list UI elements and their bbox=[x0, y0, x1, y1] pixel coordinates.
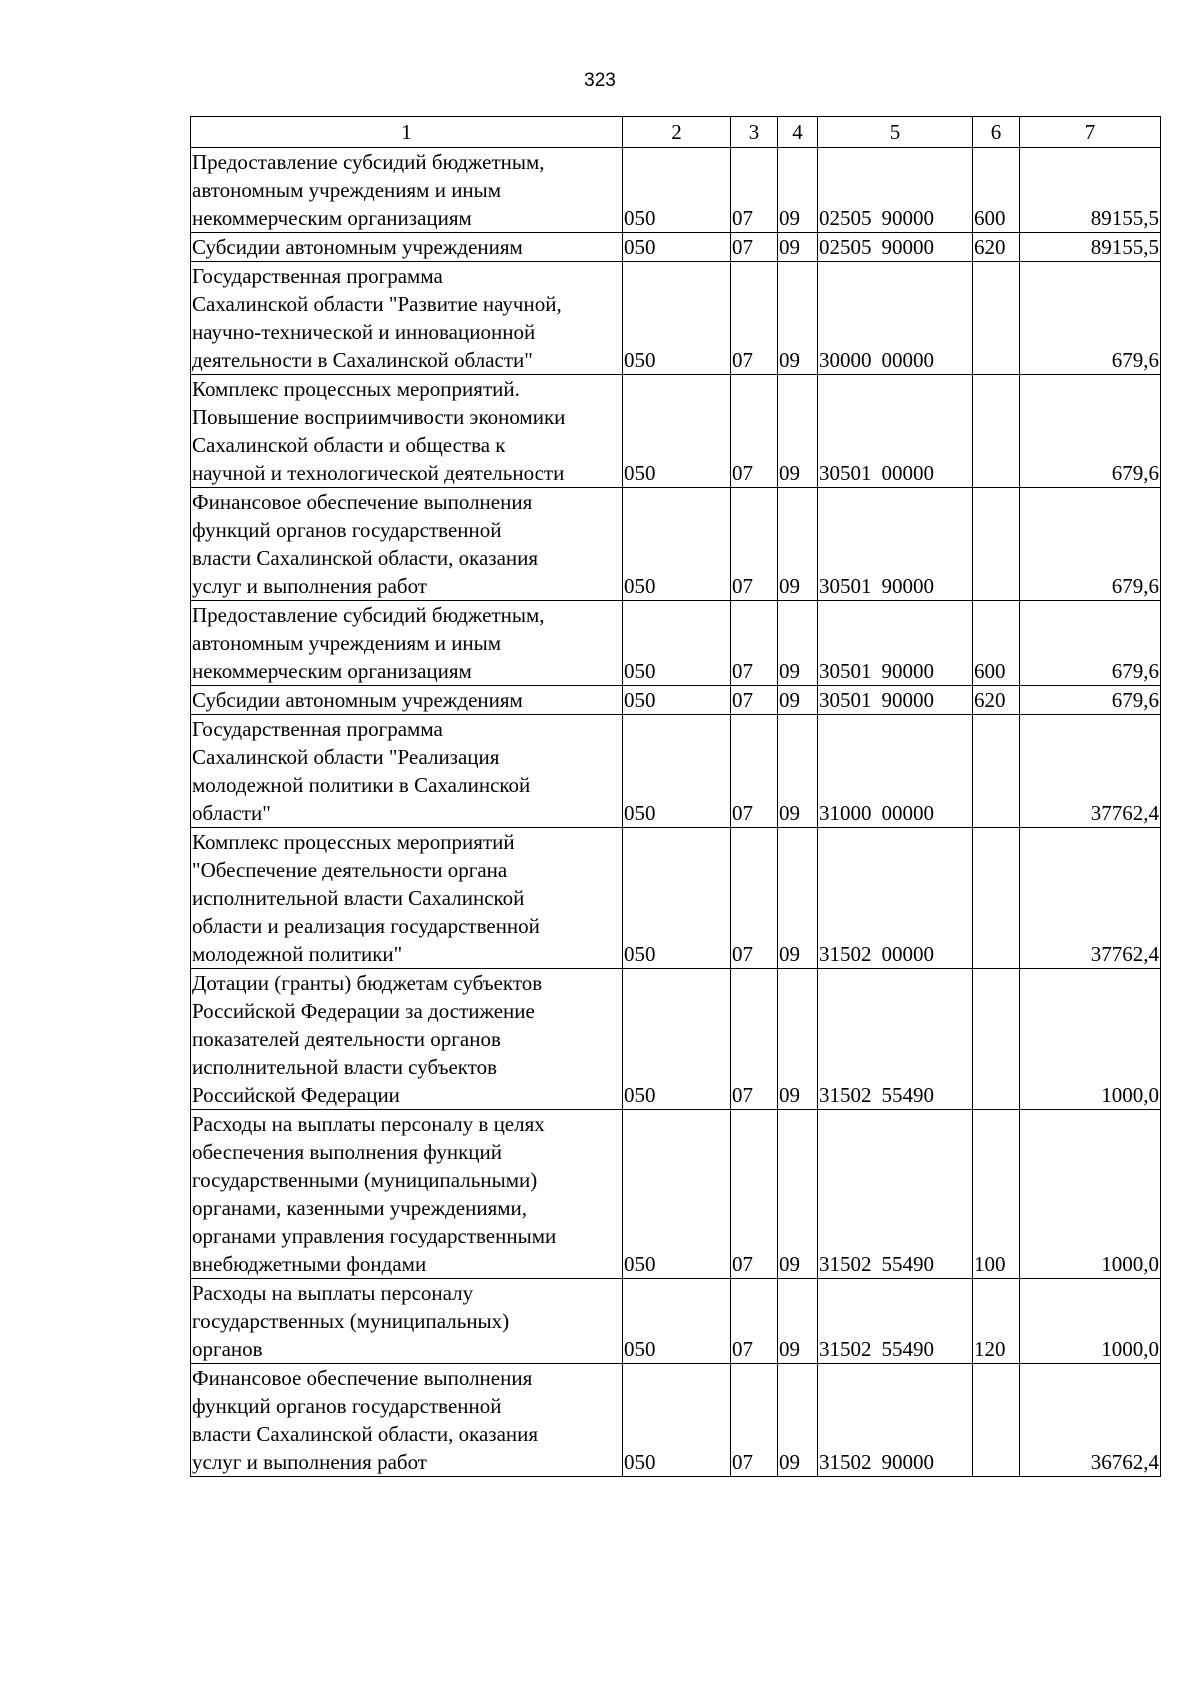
row-section-code: 07 bbox=[731, 148, 778, 233]
row-expense-type: 600 bbox=[973, 148, 1020, 233]
row-amount: 89155,5 bbox=[1020, 233, 1161, 262]
row-name: Государственная программа Сахалинской области "Реализация молодежной политики в Сахалинской области" bbox=[191, 715, 623, 828]
row-subsection-code: 09 bbox=[778, 148, 818, 233]
budget-table bbox=[190, 116, 1161, 1477]
target-article-direction: 00000 bbox=[881, 461, 934, 485]
row-admin-code: 050 bbox=[623, 262, 731, 375]
row-admin-code: 050 bbox=[623, 1279, 731, 1364]
row-section-code: 07 bbox=[731, 1110, 778, 1279]
row-expense-type bbox=[973, 488, 1020, 601]
row-subsection-code: 09 bbox=[778, 1364, 818, 1477]
target-article-direction: 55490 bbox=[881, 1252, 934, 1276]
row-amount: 679,6 bbox=[1020, 601, 1161, 686]
row-name: Субсидии автономным учреждениям bbox=[191, 233, 623, 262]
target-article-program: 31000 bbox=[819, 801, 872, 825]
target-article-direction: 90000 bbox=[881, 688, 934, 712]
row-amount: 1000,0 bbox=[1020, 969, 1161, 1110]
table-row bbox=[191, 715, 1161, 828]
row-amount: 1000,0 bbox=[1020, 1110, 1161, 1279]
target-article-direction: 00000 bbox=[881, 942, 934, 966]
target-article-direction: 90000 bbox=[881, 235, 934, 259]
table-row bbox=[191, 488, 1161, 601]
row-expense-type: 620 bbox=[973, 686, 1020, 715]
target-article-program: 30501 bbox=[819, 461, 872, 485]
row-admin-code: 050 bbox=[623, 601, 731, 686]
table-row bbox=[191, 969, 1161, 1110]
row-admin-code: 050 bbox=[623, 686, 731, 715]
row-section-code: 07 bbox=[731, 1279, 778, 1364]
row-subsection-code: 09 bbox=[778, 828, 818, 969]
row-admin-code: 050 bbox=[623, 233, 731, 262]
target-article-program: 02505 bbox=[819, 206, 872, 230]
row-subsection-code: 09 bbox=[778, 262, 818, 375]
row-amount: 679,6 bbox=[1020, 375, 1161, 488]
row-subsection-code: 09 bbox=[778, 601, 818, 686]
row-subsection-code: 09 bbox=[778, 1279, 818, 1364]
row-target-article bbox=[818, 686, 973, 715]
target-article-direction: 90000 bbox=[881, 574, 934, 598]
row-section-code: 07 bbox=[731, 233, 778, 262]
row-section-code: 07 bbox=[731, 686, 778, 715]
row-name: Субсидии автономным учреждениям bbox=[191, 686, 623, 715]
target-article-direction: 90000 bbox=[881, 659, 934, 683]
row-subsection-code: 09 bbox=[778, 1110, 818, 1279]
column-header-5: 5 bbox=[818, 117, 973, 148]
row-amount: 1000,0 bbox=[1020, 1279, 1161, 1364]
row-expense-type bbox=[973, 828, 1020, 969]
target-article-program: 02505 bbox=[819, 235, 872, 259]
row-section-code: 07 bbox=[731, 969, 778, 1110]
target-article-program: 30501 bbox=[819, 659, 872, 683]
row-subsection-code: 09 bbox=[778, 488, 818, 601]
table-row bbox=[191, 686, 1161, 715]
row-amount: 679,6 bbox=[1020, 488, 1161, 601]
row-amount: 37762,4 bbox=[1020, 715, 1161, 828]
table-row bbox=[191, 1364, 1161, 1477]
column-header-4: 4 bbox=[778, 117, 818, 148]
row-expense-type bbox=[973, 715, 1020, 828]
row-target-article bbox=[818, 828, 973, 969]
row-target-article bbox=[818, 601, 973, 686]
column-header-2: 2 bbox=[623, 117, 731, 148]
column-header-3: 3 bbox=[731, 117, 778, 148]
row-name: Государственная программа Сахалинской области "Развитие научной, научно-технической и инновационной деятельности в Сахалинской области" bbox=[191, 262, 623, 375]
row-expense-type: 120 bbox=[973, 1279, 1020, 1364]
row-expense-type: 620 bbox=[973, 233, 1020, 262]
row-admin-code: 050 bbox=[623, 969, 731, 1110]
row-target-article bbox=[818, 1364, 973, 1477]
row-target-article bbox=[818, 715, 973, 828]
row-name: Дотации (гранты) бюджетам субъектов Российской Федерации за достижение показателей деятельности органов исполнительной власти субъектов Российской Федерации bbox=[191, 969, 623, 1110]
target-article-program: 30501 bbox=[819, 688, 872, 712]
row-amount: 89155,5 bbox=[1020, 148, 1161, 233]
column-header-7: 7 bbox=[1020, 117, 1161, 148]
column-header-6: 6 bbox=[973, 117, 1020, 148]
row-target-article bbox=[818, 233, 973, 262]
row-name: Предоставление субсидий бюджетным, автономным учреждениям и иным некоммерческим организациям bbox=[191, 601, 623, 686]
row-name: Финансовое обеспечение выполнения функций органов государственной власти Сахалинской области, оказания услуг и выполнения работ bbox=[191, 1364, 623, 1477]
target-article-program: 31502 bbox=[819, 942, 872, 966]
row-admin-code: 050 bbox=[623, 1364, 731, 1477]
page-number: 323 bbox=[584, 70, 616, 91]
row-target-article bbox=[818, 148, 973, 233]
row-target-article bbox=[818, 262, 973, 375]
target-article-direction: 55490 bbox=[881, 1337, 934, 1361]
row-expense-type bbox=[973, 375, 1020, 488]
row-section-code: 07 bbox=[731, 375, 778, 488]
target-article-program: 31502 bbox=[819, 1450, 872, 1474]
row-target-article bbox=[818, 1110, 973, 1279]
row-name: Финансовое обеспечение выполнения функций органов государственной власти Сахалинской области, оказания услуг и выполнения работ bbox=[191, 488, 623, 601]
target-article-program: 31502 bbox=[819, 1252, 872, 1276]
row-expense-type: 600 bbox=[973, 601, 1020, 686]
row-expense-type bbox=[973, 1364, 1020, 1477]
row-expense-type: 100 bbox=[973, 1110, 1020, 1279]
target-article-program: 30000 bbox=[819, 348, 872, 372]
table-row bbox=[191, 148, 1161, 233]
row-amount: 36762,4 bbox=[1020, 1364, 1161, 1477]
header-row bbox=[191, 117, 1161, 148]
row-target-article bbox=[818, 375, 973, 488]
row-admin-code: 050 bbox=[623, 715, 731, 828]
row-admin-code: 050 bbox=[623, 488, 731, 601]
row-admin-code: 050 bbox=[623, 1110, 731, 1279]
row-amount: 679,6 bbox=[1020, 686, 1161, 715]
row-subsection-code: 09 bbox=[778, 375, 818, 488]
table-row bbox=[191, 1110, 1161, 1279]
target-article-program: 31502 bbox=[819, 1337, 872, 1361]
row-section-code: 07 bbox=[731, 488, 778, 601]
row-section-code: 07 bbox=[731, 1364, 778, 1477]
row-target-article bbox=[818, 1279, 973, 1364]
row-name: Комплекс процессных мероприятий "Обеспечение деятельности органа исполнительной власти Сахалинской области и реализация государственной молодежной политики" bbox=[191, 828, 623, 969]
row-section-code: 07 bbox=[731, 601, 778, 686]
table-row bbox=[191, 1279, 1161, 1364]
target-article-program: 30501 bbox=[819, 574, 872, 598]
row-target-article bbox=[818, 488, 973, 601]
row-name: Расходы на выплаты персоналу государственных (муниципальных) органов bbox=[191, 1279, 623, 1364]
table-row bbox=[191, 601, 1161, 686]
target-article-direction: 55490 bbox=[881, 1083, 934, 1107]
row-subsection-code: 09 bbox=[778, 969, 818, 1110]
row-name: Расходы на выплаты персоналу в целях обеспечения выполнения функций государственными (муниципальными) органами, казенными учреждениями, органами управления государственными внебюджетными фондами bbox=[191, 1110, 623, 1279]
row-section-code: 07 bbox=[731, 262, 778, 375]
row-name: Комплекс процессных мероприятий. Повышение восприимчивости экономики Сахалинской области и общества к научной и технологической деятельности bbox=[191, 375, 623, 488]
row-expense-type bbox=[973, 969, 1020, 1110]
row-amount: 37762,4 bbox=[1020, 828, 1161, 969]
table-row bbox=[191, 375, 1161, 488]
row-subsection-code: 09 bbox=[778, 233, 818, 262]
column-header-1: 1 bbox=[191, 117, 623, 148]
table-row bbox=[191, 828, 1161, 969]
table-row bbox=[191, 262, 1161, 375]
target-article-program: 31502 bbox=[819, 1083, 872, 1107]
row-target-article bbox=[818, 969, 973, 1110]
row-expense-type bbox=[973, 262, 1020, 375]
row-name: Предоставление субсидий бюджетным, автономным учреждениям и иным некоммерческим организациям bbox=[191, 148, 623, 233]
target-article-direction: 00000 bbox=[881, 348, 934, 372]
row-subsection-code: 09 bbox=[778, 686, 818, 715]
row-admin-code: 050 bbox=[623, 828, 731, 969]
target-article-direction: 90000 bbox=[881, 206, 934, 230]
row-admin-code: 050 bbox=[623, 148, 731, 233]
row-section-code: 07 bbox=[731, 715, 778, 828]
target-article-direction: 90000 bbox=[881, 1450, 934, 1474]
target-article-direction: 00000 bbox=[881, 801, 934, 825]
row-admin-code: 050 bbox=[623, 375, 731, 488]
row-subsection-code: 09 bbox=[778, 715, 818, 828]
table-row bbox=[191, 233, 1161, 262]
row-amount: 679,6 bbox=[1020, 262, 1161, 375]
row-section-code: 07 bbox=[731, 828, 778, 969]
